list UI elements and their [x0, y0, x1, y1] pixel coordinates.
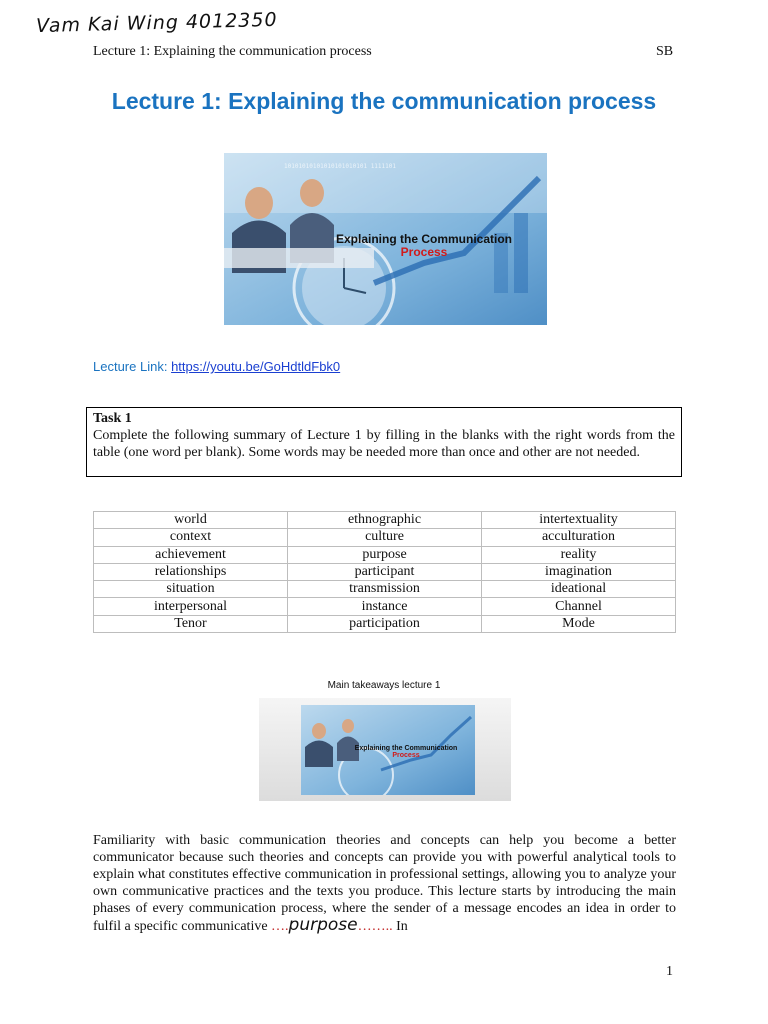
- word-table-cell: Channel: [482, 598, 676, 615]
- word-table-cell: achievement: [94, 546, 288, 563]
- page-number: 1: [666, 964, 673, 979]
- word-table-cell: purpose: [288, 546, 482, 563]
- word-table-row: [94, 563, 676, 580]
- lecture-banner-image: [224, 153, 547, 325]
- word-table-cell: participation: [288, 615, 482, 632]
- blank-dots-after: ……..: [357, 919, 393, 934]
- page-title: Lecture 1: Explaining the communication process: [111, 88, 657, 114]
- word-table-cell: ideational: [482, 581, 676, 598]
- blank-dots-before: ….: [271, 919, 289, 934]
- word-table-row: [94, 512, 676, 529]
- task-instructions: Complete the following summary of Lecture 1 by filling in the blanks with the right words from the table (one word per blank). Some words may be needed more than once and other are not needed.: [93, 428, 675, 460]
- word-table-cell: Tenor: [94, 615, 288, 632]
- running-header-initials: SB: [656, 44, 674, 59]
- word-table-cell: instance: [288, 598, 482, 615]
- word-table-cell: transmission: [288, 581, 482, 598]
- banner-caption-line2: Process: [400, 244, 448, 259]
- takeaways-caption: Main takeaways lecture 1: [327, 680, 441, 691]
- banner-caption-line1: Explaining the Communication: [335, 232, 512, 246]
- word-table-cell: intertextuality: [482, 512, 676, 529]
- lecture-link-url[interactable]: https://youtu.be/GoHdtldFbk0: [171, 359, 341, 374]
- word-table-cell: Mode: [482, 615, 676, 632]
- handwritten-answer: purpose: [288, 915, 358, 935]
- running-header-title: Lecture 1: Explaining the communication process: [93, 44, 372, 59]
- word-table-cell: situation: [94, 581, 288, 598]
- word-table-cell: imagination: [482, 563, 676, 580]
- banner-caption: [324, 233, 524, 258]
- word-table-cell: interpersonal: [94, 598, 288, 615]
- svg-text:10101010101010101010101 111110: 10101010101010101010101 1111101: [284, 163, 396, 170]
- task-title: Task 1: [93, 411, 132, 426]
- word-table-cell: culture: [288, 529, 482, 546]
- thumbnail-caption: [351, 745, 461, 760]
- summary-text: Familiarity with basic communication theories and concepts can help you become a better communicator because such theories and concepts can provide you with powerful analytical tools to explain what constitutes effective communication in professional settings, allowing you to analyze your own communicative practices and the texts you produce. This lecture starts by introducing the main phases of every communication process, where the sender of a message encodes an idea in order to fulfil a specific communicative: [93, 833, 676, 934]
- handwritten-name: Vam Kai Wing 4012350: [35, 8, 278, 38]
- summary-tail: In: [396, 919, 408, 934]
- word-table-cell: relationships: [94, 563, 288, 580]
- word-table-cell: ethnographic: [288, 512, 482, 529]
- takeaways-thumbnail-image: [301, 705, 475, 795]
- lecture-link-label: Lecture Link:: [93, 359, 168, 374]
- lecture-link-row: [93, 359, 340, 374]
- word-table-row: [94, 615, 676, 632]
- word-table-cell: acculturation: [482, 529, 676, 546]
- word-table-cell: reality: [482, 546, 676, 563]
- word-table-row: [94, 581, 676, 598]
- word-table-row: [94, 529, 676, 546]
- word-table-row: [94, 598, 676, 615]
- summary-paragraph: [93, 832, 676, 935]
- task-box: [86, 407, 682, 477]
- word-table-cell: context: [94, 529, 288, 546]
- word-table-cell: world: [94, 512, 288, 529]
- thumbnail-caption-line1: Explaining the Communication: [354, 745, 458, 752]
- word-table-cell: participant: [288, 563, 482, 580]
- word-table-row: [94, 546, 676, 563]
- thumbnail-caption-line2: Process: [392, 752, 420, 760]
- word-bank-table: [93, 511, 676, 633]
